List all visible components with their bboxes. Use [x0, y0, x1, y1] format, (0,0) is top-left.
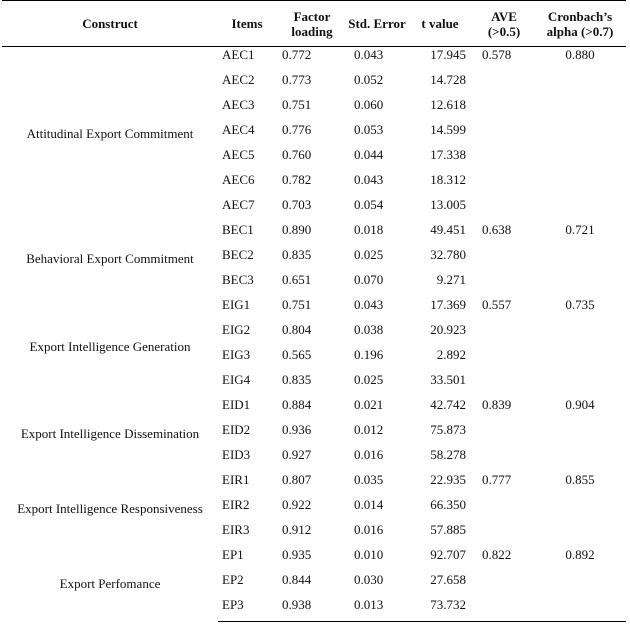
item-cell: BEC2: [222, 246, 254, 262]
header-t-value: t value: [406, 1, 474, 47]
item-cell: AEC7: [222, 196, 255, 212]
factor-loading-cell: 0.936: [282, 421, 312, 437]
table-row: [2, 297, 626, 322]
alpha-cell: [534, 172, 626, 197]
factor-loading-cell: 0.912: [282, 521, 312, 537]
construct-cell: Behavioral Export Commitment: [26, 251, 194, 266]
item-cell: EID1: [222, 396, 251, 412]
std-error-cell: 0.025: [354, 371, 384, 387]
factor-loading-cell: 0.751: [282, 296, 312, 312]
alpha-cell: [534, 147, 626, 172]
construct-cell: Attitudinal Export Commitment: [26, 126, 194, 142]
item-cell: AEC2: [222, 71, 255, 87]
std-error-cell: 0.030: [354, 571, 384, 587]
ave-cell: [474, 247, 534, 272]
t-value-cell: 17.338: [430, 146, 466, 162]
std-error-cell: 0.016: [354, 446, 384, 462]
table-row: [2, 397, 626, 422]
std-error-cell: 0.043: [354, 296, 384, 312]
factor-loading-cell: 0.935: [282, 546, 312, 562]
std-error-cell: 0.043: [354, 47, 384, 62]
item-cell: EID3: [222, 446, 251, 462]
std-error-cell: 0.035: [354, 471, 384, 487]
alpha-cell: 0.904: [565, 396, 595, 412]
std-error-cell: 0.196: [354, 346, 384, 362]
t-value-cell: 20.923: [430, 321, 466, 337]
construct-cell: Export Perfomance: [59, 576, 161, 591]
item-cell: EIG1: [222, 296, 251, 312]
t-value-cell: 58.278: [430, 446, 466, 462]
t-value-cell: 32.780: [430, 246, 466, 262]
factor-loading-cell: 0.772: [282, 47, 312, 62]
alpha-cell: 0.892: [565, 546, 595, 562]
std-error-cell: 0.043: [354, 171, 384, 187]
t-value-cell: 14.728: [430, 71, 466, 87]
t-value-cell: 13.005: [430, 196, 466, 212]
factor-loading-cell: 0.938: [276, 597, 348, 622]
factor-loading-cell: 0.782: [282, 171, 312, 187]
t-value-cell: 75.873: [430, 421, 466, 437]
measurement-model-table: [2, 0, 626, 622]
table-row: [2, 222, 626, 247]
factor-loading-cell: 0.804: [282, 321, 312, 337]
factor-loading-cell: 0.807: [282, 471, 312, 487]
alpha-cell: [534, 497, 626, 522]
item-cell: EP3: [218, 597, 276, 622]
factor-loading-cell: 0.773: [282, 71, 312, 87]
ave-cell: [474, 172, 534, 197]
ave-cell: [474, 197, 534, 222]
item-cell: EP1: [222, 546, 244, 562]
item-cell: AEC4: [222, 121, 255, 137]
item-cell: BEC1: [222, 221, 254, 237]
alpha-cell: [534, 522, 626, 547]
item-cell: EIR3: [222, 521, 250, 537]
factor-loading-cell: 0.890: [282, 221, 312, 237]
factor-loading-cell: 0.651: [282, 271, 312, 287]
ave-cell: 0.839: [482, 396, 512, 412]
header-construct: Construct: [2, 1, 218, 47]
std-error-cell: 0.038: [354, 321, 384, 337]
item-cell: AEC3: [222, 96, 255, 112]
t-value-cell: 92.707: [430, 546, 466, 562]
item-cell: EIG4: [222, 371, 251, 387]
ave-cell: 0.822: [482, 546, 512, 562]
std-error-cell: 0.060: [354, 96, 384, 112]
t-value-cell: 42.742: [430, 396, 466, 412]
alpha-cell: [534, 322, 626, 347]
t-value-cell: 66.350: [430, 496, 466, 512]
t-value-cell: 14.599: [430, 121, 466, 137]
ave-cell: [474, 572, 534, 597]
header-row: [2, 1, 626, 47]
t-value-cell: 17.945: [430, 47, 466, 62]
alpha-cell: [534, 597, 626, 622]
item-cell: AEC1: [222, 47, 255, 62]
header-items: Items: [218, 1, 276, 47]
item-cell: BEC3: [222, 271, 254, 287]
table-row: [2, 47, 626, 72]
t-value-cell: 22.935: [430, 471, 466, 487]
item-cell: EIR1: [222, 471, 250, 487]
header-alpha: Cronbach’s alpha (>0.7): [534, 1, 626, 47]
ave-cell: [474, 272, 534, 297]
factor-loading-cell: 0.703: [282, 196, 312, 212]
table-row: [2, 547, 626, 572]
factor-loading-cell: 0.835: [282, 371, 312, 387]
ave-cell: [474, 597, 534, 622]
factor-loading-cell: 0.844: [282, 571, 312, 587]
alpha-cell: 0.721: [565, 221, 595, 237]
item-cell: EP2: [222, 571, 244, 587]
item-cell: AEC6: [222, 171, 255, 187]
item-cell: EIG3: [222, 346, 251, 362]
alpha-cell: [534, 422, 626, 447]
item-cell: AEC5: [222, 146, 255, 162]
ave-cell: [474, 522, 534, 547]
ave-cell: [474, 97, 534, 122]
item-cell: EID2: [222, 421, 251, 437]
alpha-cell: 0.880: [565, 47, 595, 62]
ave-cell: [474, 147, 534, 172]
alpha-cell: [534, 347, 626, 372]
item-cell: EIG2: [222, 321, 251, 337]
t-value-cell: 73.732: [406, 597, 474, 622]
std-error-cell: 0.044: [354, 146, 384, 162]
alpha-cell: [534, 272, 626, 297]
item-cell: EIR2: [222, 496, 250, 512]
header-ave: AVE (>0.5): [474, 1, 534, 47]
t-value-cell: 12.618: [430, 96, 466, 112]
factor-loading-cell: 0.927: [282, 446, 312, 462]
alpha-cell: [534, 97, 626, 122]
ave-cell: [474, 497, 534, 522]
t-value-cell: 18.312: [430, 171, 466, 187]
std-error-cell: 0.012: [354, 421, 384, 437]
std-error-cell: 0.054: [354, 196, 384, 212]
ave-cell: 0.638: [482, 221, 512, 237]
std-error-cell: 0.070: [354, 271, 384, 287]
factor-loading-cell: 0.835: [282, 246, 312, 262]
alpha-cell: [534, 197, 626, 222]
alpha-cell: [534, 72, 626, 97]
ave-cell: 0.777: [482, 471, 512, 487]
t-value-cell: 49.451: [430, 221, 466, 237]
factor-loading-cell: 0.884: [282, 396, 312, 412]
std-error-cell: 0.052: [354, 71, 384, 87]
alpha-cell: [534, 447, 626, 472]
ave-cell: [474, 322, 534, 347]
table-row: [2, 472, 626, 497]
table-body: [2, 47, 626, 622]
ave-cell: [474, 447, 534, 472]
t-value-cell: 2.892: [436, 346, 466, 362]
factor-loading-cell: 0.922: [282, 496, 312, 512]
ave-cell: [474, 122, 534, 147]
ave-cell: 0.578: [482, 47, 512, 62]
t-value-cell: 27.658: [430, 571, 466, 587]
t-value-cell: 57.885: [430, 521, 466, 537]
std-error-cell: 0.053: [354, 121, 384, 137]
ave-cell: [474, 372, 534, 397]
ave-cell: [474, 422, 534, 447]
alpha-cell: [534, 372, 626, 397]
std-error-cell: 0.013: [348, 597, 406, 622]
alpha-cell: [534, 122, 626, 147]
t-value-cell: 17.369: [430, 296, 466, 312]
alpha-cell: 0.855: [565, 471, 595, 487]
alpha-cell: 0.735: [565, 296, 595, 312]
std-error-cell: 0.010: [354, 546, 384, 562]
t-value-cell: 9.271: [436, 271, 466, 287]
construct-cell: Export Intelligence Generation: [29, 338, 191, 354]
std-error-cell: 0.021: [354, 396, 384, 412]
ave-cell: [474, 72, 534, 97]
construct-cell: Export Intelligence Dissemination: [20, 426, 200, 441]
construct-cell: Export Intelligence Responsiveness: [17, 501, 203, 516]
factor-loading-cell: 0.751: [282, 96, 312, 112]
alpha-cell: [534, 247, 626, 272]
factor-loading-cell: 0.565: [282, 346, 312, 362]
t-value-cell: 33.501: [430, 371, 466, 387]
factor-loading-cell: 0.760: [282, 146, 312, 162]
ave-cell: 0.557: [482, 296, 512, 312]
std-error-cell: 0.018: [354, 221, 384, 237]
std-error-cell: 0.014: [354, 496, 384, 512]
header-factor-loading: Factor loading: [276, 1, 348, 47]
header-std-error: Std. Error: [348, 1, 406, 47]
std-error-cell: 0.016: [354, 521, 384, 537]
alpha-cell: [534, 572, 626, 597]
factor-loading-cell: 0.776: [282, 121, 312, 137]
std-error-cell: 0.025: [354, 246, 384, 262]
ave-cell: [474, 347, 534, 372]
